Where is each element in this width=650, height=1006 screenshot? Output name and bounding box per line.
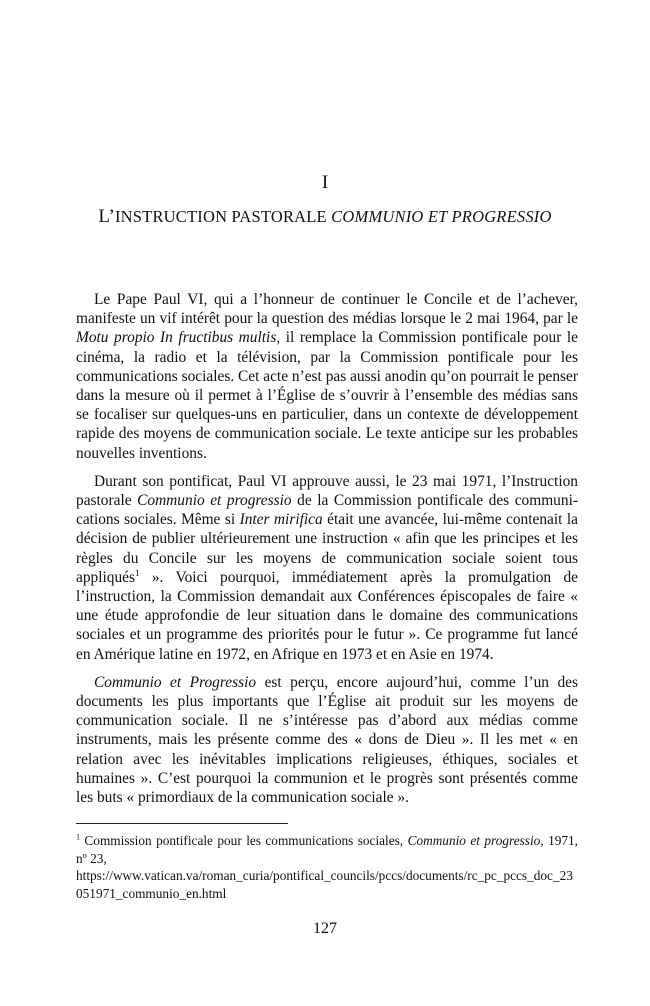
paragraph-1 <box>76 290 578 463</box>
paragraph-3-italic: Communio et Progressio <box>94 673 257 691</box>
paragraph-2-text-f: ». Voici pourquoi, immédiatement après la promulgation de l’instruction, la Commission demandait aux Conférences épiscopales de faire « une étude approfondie de leur situation dans le domaine des communications sociales et un programme des priorités pour le futur ». Ce programme fut lancé en Amérique latine en 1972, en Afrique en 1973 et en Asie en 1974. <box>76 568 578 663</box>
paragraph-1-text-a: Le Pape Paul VI, qui a l’honneur de continuer le Concile et de l’achever, manifeste un vif intérêt pour la question des médias lorsque le 2 mai 1964, par le <box>76 291 578 328</box>
chapter-title-initial: L’ <box>98 206 115 227</box>
paragraph-2-italic-b: Communio et progressio <box>137 492 292 510</box>
paragraph-2-text-a: Durant son pontificat, Paul VI approuve aussi, le 23 mai 1971, l’Instruction pastorale <box>76 472 578 510</box>
footnote-separator <box>76 823 288 824</box>
paragraph-3-text-b: est perçu, encore aujourd’hui, comme l’un des documents les plus importants que l’Église ait produit sur les moyens de communication sociale. Il ne s’intéresse pas d’abord aux médias comme instruments, mais les présente comme des « dons de Dieu ». Il les met « en relation avec les inévitables implications religieuses, éthiques, sociales et humaines ». C’est pourquoi la communion et le progrès sont présentés comme les buts « primordiaux de la communication sociale ». <box>76 673 578 807</box>
paragraph-3 <box>76 673 578 807</box>
chapter-number: I <box>321 172 329 193</box>
footnote-marker: 1 <box>76 832 80 842</box>
footnote-text <box>76 832 578 867</box>
paragraph-2 <box>76 472 578 664</box>
footnote-text-a: Commission pontificale pour les communications sociales, <box>80 833 408 848</box>
paragraph-2-italic-d: Inter mirifica <box>239 511 323 529</box>
footnote-reference[interactable]: 1 <box>135 567 140 578</box>
footnote-text-b: , 1971, nº 23, <box>76 833 578 866</box>
paragraph-2-text-e: était une avancée, lui-même contenait la décision de publier ultérieurement une instruction « afin que les principes et les règles du Concile sur les moyens de communication sociale soient tous appliqués <box>76 511 578 586</box>
chapter-title <box>0 206 650 228</box>
main-text <box>76 290 578 816</box>
footnote <box>76 832 578 902</box>
chapter-title-italic: COMMUNIO ET PROGRESSIO <box>331 207 552 226</box>
footnote-italic: Communio et progressio <box>407 833 541 848</box>
page-number: 127 <box>313 920 337 937</box>
paragraph-1-text-c: , il remplace la Commission pontificale pour le cinéma, la radio et la télévision, par la Commission pontificale pour les communications sociales. Cet acte n’est pas aussi anodin qu’on pourrait le penser dans la mesure où il permet à l’Église de s’ouvrir à l’ensemble des médias sans se focaliser sur quelques-uns en particulier, dans un contexte de développement rapide des moyens de communication sociale. Le texte anticipe sur les probables nouvelles inventions. <box>76 329 578 462</box>
chapter-title-small-caps: INSTRUCTION PASTORALE <box>114 207 332 226</box>
footnote-url-link[interactable]: https://www.vatican.va/roman_curia/pontifical_councils/pccs/documents/rc_pc_pccs_doc_23051971_communio_en.html <box>76 868 573 901</box>
paragraph-2-text-c: de la Commission pontificale des communications sociales. Même si <box>76 492 578 529</box>
paragraph-1-italic: Motu propio In fructibus multis <box>76 329 277 347</box>
